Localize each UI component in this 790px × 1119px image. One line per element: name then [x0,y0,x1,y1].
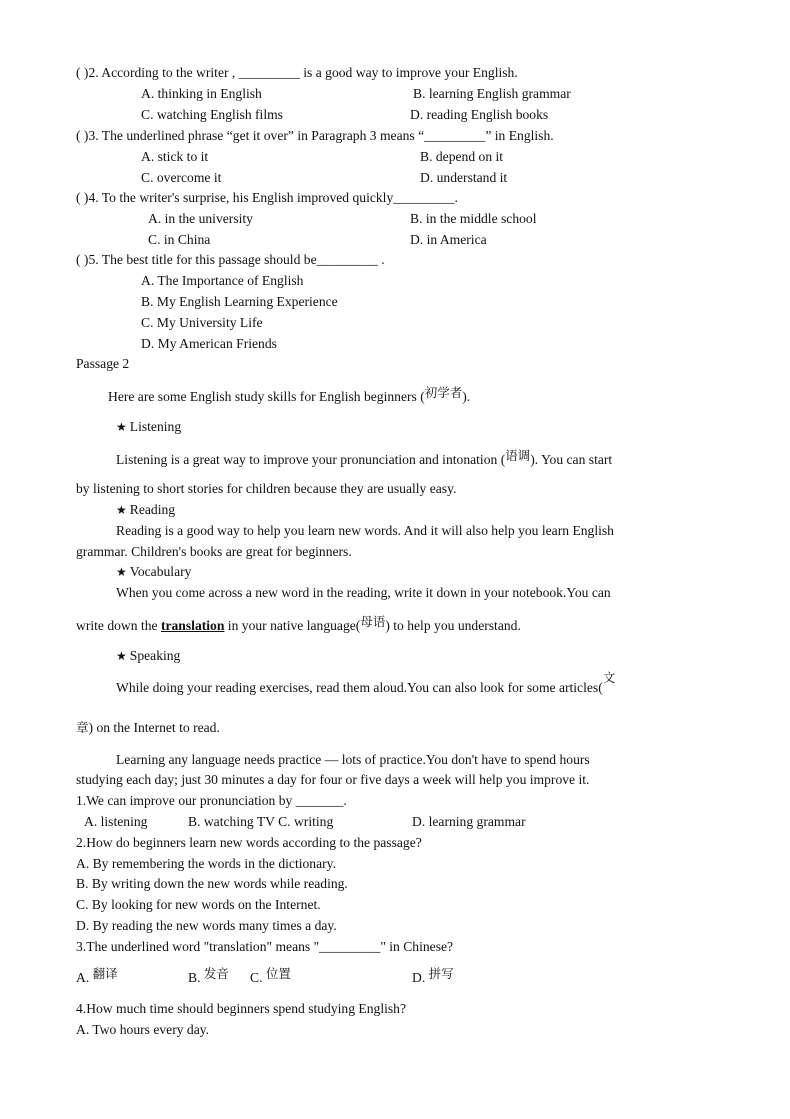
reading-line-2: grammar. Children's books are great for beginners. [76,544,352,559]
p2-q4-option-a: A. Two hours every day. [76,1022,210,1037]
q2-option-a: A. thinking in English [141,86,262,101]
p2-q3-option-a: A. 翻译 [76,966,118,985]
q3-option-d: D. understand it [420,170,508,185]
q4-option-d: D. in America [410,232,487,247]
vocabulary-heading: ★ Vocabulary [116,564,192,579]
question-4: ( )4. To the writer's surprise, his English improved quickly_________. [76,190,458,205]
question-2: ( )2. According to the writer , _________ is a good way to improve your English. [76,65,518,80]
p2-question-3: 3.The underlined word "translation" means "_________" in Chinese? [76,939,454,954]
p2-q3-option-c: C. 位置 [250,966,291,985]
listening-line-2: by listening to short stories for children because they are usually easy. [76,481,457,496]
star-icon: ★ [116,420,127,434]
p2-q1-option-a: A. listening [84,814,148,829]
q2-option-d: D. reading English books [410,107,549,122]
p2-q2-option-a: A. By remembering the words in the dictionary. [76,856,336,871]
q4-option-a: A. in the university [148,211,253,226]
question-5: ( )5. The best title for this passage should be_________ . [76,252,385,267]
p2-q3-option-d: D. 拼写 [412,966,454,985]
p2-question-1: 1.We can improve our pronunciation by _______. [76,793,347,808]
q4-option-c: C. in China [148,232,211,247]
q3-option-b: B. depend on it [420,149,504,164]
q5-option-d: D. My American Friends [141,336,277,351]
passage-2-intro: Here are some English study skills for English beginners (初学者). [108,385,471,404]
q5-option-b: B. My English Learning Experience [141,294,338,309]
star-icon: ★ [116,565,127,579]
question-3: ( )3. The underlined phrase “get it over” in Paragraph 3 means “_________” in English. [76,128,554,143]
star-icon: ★ [116,503,127,517]
p2-question-4: 4.How much time should beginners spend studying English? [76,1001,406,1016]
listening-heading: ★ Listening [116,419,182,434]
q5-option-c: C. My University Life [141,315,263,330]
vocabulary-line-1: When you come across a new word in the reading, write it down in your notebook.You can [116,585,611,600]
q2-option-b: B. learning English grammar [413,86,571,101]
p2-q2-option-b: B. By writing down the new words while reading. [76,876,348,891]
p2-q1-option-bc: B. watching TV C. writing [188,814,334,829]
listening-line-1: Listening is a great way to improve your pronunciation and intonation (语调). You can start [116,448,613,467]
p2-question-2: 2.How do beginners learn new words according to the passage? [76,835,422,850]
star-icon: ★ [116,649,127,663]
practice-line-2: studying each day; just 30 minutes a day for four or five days a week will help you improve it. [76,772,590,787]
practice-line-1: Learning any language needs practice — lots of practice.You don't have to spend hours [116,752,590,767]
q5-option-a: A. The Importance of English [141,273,304,288]
speaking-heading: ★ Speaking [116,648,181,663]
speaking-line-2: 章) on the Internet to read. [76,720,220,735]
translation-word: translation [160,618,225,633]
passage-2-heading: Passage 2 [76,356,130,371]
speaking-line-1: While doing your reading exercises, read them aloud.You can also look for some articles(文 [116,670,616,695]
q4-option-b: B. in the middle school [410,211,537,226]
q3-option-a: A. stick to it [141,149,209,164]
p2-q2-option-d: D. By reading the new words many times a day. [76,918,337,933]
reading-line-1: Reading is a good way to help you learn new words. And it will also help you learn English [116,523,614,538]
q3-option-c: C. overcome it [141,170,222,185]
p2-q1-option-d: D. learning grammar [412,814,526,829]
p2-q2-option-c: C. By looking for new words on the Internet. [76,897,321,912]
p2-q3-option-b: B. 发音 [188,966,229,985]
q2-option-c: C. watching English films [141,107,283,122]
reading-heading: ★ Reading [116,502,176,517]
vocabulary-line-2: write down the translation in your native language(母语) to help you understand. [76,614,521,633]
